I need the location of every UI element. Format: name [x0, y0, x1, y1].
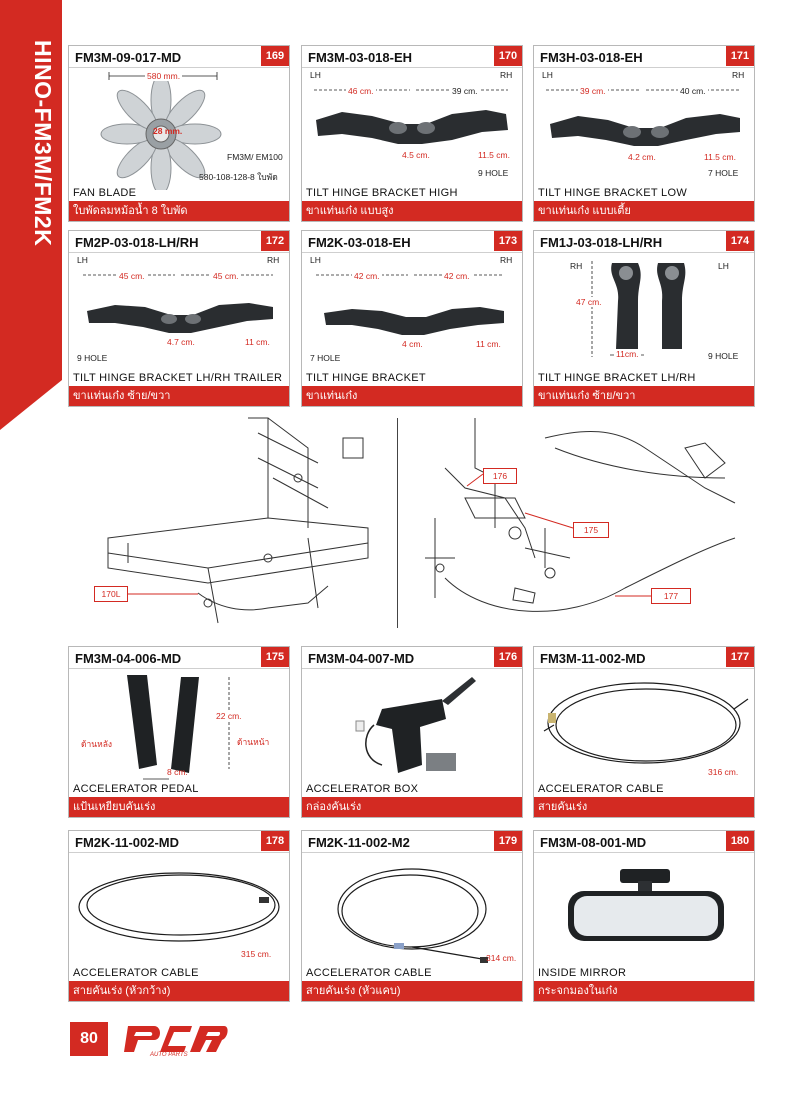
callout-176: 176	[483, 468, 517, 484]
page-number: 80	[70, 1022, 108, 1056]
side-label: LH	[310, 70, 321, 80]
item-number-badge: 176	[494, 647, 522, 667]
product-card-175[interactable]	[68, 646, 290, 818]
bracket-image	[69, 253, 289, 375]
item-number-badge: 170	[494, 46, 522, 66]
product-card-173[interactable]	[301, 230, 523, 407]
item-number-badge: 169	[261, 46, 289, 66]
item-number-badge: 178	[261, 831, 289, 851]
model-note: FM3M/ EM100	[227, 152, 283, 162]
dimension-label: 11 cm.	[245, 337, 270, 347]
hole-count: 9 HOLE	[77, 353, 108, 363]
dimension-label: 40 cm.	[680, 86, 706, 96]
dimension-label: 42 cm.	[354, 271, 380, 281]
hole-count: 9 HOLE	[708, 351, 739, 361]
callout-175: 175	[573, 522, 609, 538]
dimension-label: 314 cm.	[486, 953, 517, 963]
dimension-label: 39 cm.	[452, 86, 478, 96]
product-card-179[interactable]	[301, 830, 523, 1002]
part-name-en: ACCELERATOR BOX	[306, 783, 419, 795]
side-label: LH	[718, 261, 729, 271]
card-header	[69, 231, 289, 253]
dimension-label: 316 cm.	[708, 767, 739, 777]
part-spec-note: 580-108-128-8 ใบพัด	[199, 172, 278, 182]
part-code: FM3M-03-018-EH	[308, 50, 413, 65]
dimension-label: 45 cm.	[213, 271, 239, 281]
part-name-en: FAN BLADE	[73, 187, 137, 199]
card-header	[534, 831, 754, 853]
part-name-en: TILT HINGE BRACKET LOW	[538, 187, 688, 199]
side-label: RH	[500, 255, 513, 265]
side-label: RH	[267, 255, 280, 265]
bracket-pair-image	[534, 253, 754, 375]
side-label: LH	[77, 255, 88, 265]
side-label: RH	[500, 70, 513, 80]
product-card-180[interactable]	[533, 830, 755, 1002]
card-header	[302, 46, 522, 68]
brand-logo-sub: AUTO PARTS	[150, 1052, 188, 1058]
bracket-image	[534, 68, 754, 190]
part-name-en: TILT HINGE BRACKET	[306, 372, 426, 384]
product-card-178[interactable]	[68, 830, 290, 1002]
part-name-th: สายคันเร่ง	[534, 797, 754, 817]
product-card-174[interactable]	[533, 230, 755, 407]
dimension-label: 11 cm.	[476, 339, 501, 349]
part-code: FM2P-03-018-LH/RH	[75, 235, 199, 250]
dimension-label: 315 cm.	[241, 949, 272, 959]
dimension-label: 4.5 cm.	[402, 150, 430, 160]
dimension-label: 22 cm.	[216, 711, 242, 721]
card-header	[69, 647, 289, 669]
brand-logo	[120, 1020, 230, 1067]
part-name-th: ขาแท่นเก๋ง ซ้าย/ขวา	[69, 386, 289, 406]
back-label: ด้านหลัง	[81, 739, 113, 749]
bracket-image	[302, 253, 522, 375]
part-code: FM3M-04-007-MD	[308, 651, 415, 666]
part-name-th: ขาแท่นเก๋ง ซ้าย/ขวา	[534, 386, 754, 406]
callout-177: 177	[651, 588, 691, 604]
part-code: FM3M-11-002-MD	[540, 651, 646, 666]
part-code: FM3M-04-006-MD	[75, 651, 182, 666]
part-code: FM3M-09-017-MD	[75, 50, 182, 65]
dimension-label: 39 cm.	[580, 86, 606, 96]
dimension-label: 580 mm.	[147, 71, 181, 81]
dimension-label: 11cm.	[616, 349, 639, 359]
part-name-en: TILT HINGE BRACKET HIGH	[306, 187, 458, 199]
card-header	[69, 831, 289, 853]
item-number-badge: 175	[261, 647, 289, 667]
cab-frame-diagram	[68, 408, 388, 638]
card-header	[534, 231, 754, 253]
diagram-divider	[397, 418, 398, 628]
side-label: LH	[542, 70, 553, 80]
part-name-th: ขาแท่นเก๋ง	[302, 386, 522, 406]
part-name-en: TILT HINGE BRACKET LH/RH TRAILER	[73, 372, 283, 384]
card-header	[302, 647, 522, 669]
dimension-label: 42 cm.	[444, 271, 470, 281]
product-card-171[interactable]	[533, 45, 755, 222]
item-number-badge: 177	[726, 647, 754, 667]
part-name-th: กล่องคันเร่ง	[302, 797, 522, 817]
card-header	[534, 46, 754, 68]
product-card-170[interactable]	[301, 45, 523, 222]
part-name-en: INSIDE MIRROR	[538, 967, 627, 979]
part-name-th: แป้นเหยียบคันเร่ง	[69, 797, 289, 817]
callout-170L: 170L	[94, 586, 128, 602]
part-name-th: สายคันเร่ง (หัวกว้าง)	[69, 981, 289, 1001]
part-name-th: ใบพัดลมหม้อน้ำ 8 ใบพัด	[69, 201, 289, 221]
side-label: RH	[732, 70, 745, 80]
part-code: FM2K-11-002-M2	[308, 835, 410, 850]
accelerator-linkage-diagram	[405, 408, 755, 638]
dimension-label: 28 mm.	[153, 126, 183, 136]
item-number-badge: 179	[494, 831, 522, 851]
hole-count: 7 HOLE	[708, 168, 739, 178]
part-name-en: ACCELERATOR CABLE	[73, 967, 199, 979]
item-number-badge: 171	[726, 46, 754, 66]
part-code: FM2K-11-002-MD	[75, 835, 180, 850]
hole-count: 9 HOLE	[478, 168, 509, 178]
dimension-label: 45 cm.	[119, 271, 145, 281]
front-label: ด้านหน้า	[237, 737, 270, 747]
section-tab	[0, 0, 62, 430]
part-name-en: ACCELERATOR CABLE	[538, 783, 664, 795]
accelerator-box-image	[302, 669, 522, 787]
part-name-en: ACCELERATOR CABLE	[306, 967, 432, 979]
side-label: LH	[310, 255, 321, 265]
dimension-label: 47 cm.	[576, 297, 602, 307]
side-label: RH	[570, 261, 583, 271]
part-code: FM1J-03-018-LH/RH	[540, 235, 663, 250]
dimension-label: 4 cm.	[402, 339, 423, 349]
part-code: FM3H-03-018-EH	[540, 50, 643, 65]
pedal-image	[69, 669, 289, 787]
part-name-th: ขาแท่นเก๋ง แบบเตี้ย	[534, 201, 754, 221]
dimension-label: 4.7 cm.	[167, 337, 195, 347]
card-header	[302, 231, 522, 253]
dimension-label: 4.2 cm.	[628, 152, 656, 162]
part-name-th: ขาแท่นเก๋ง แบบสูง	[302, 201, 522, 221]
hole-count: 7 HOLE	[310, 353, 341, 363]
card-header	[534, 647, 754, 669]
product-card-172[interactable]	[68, 230, 290, 407]
item-number-badge: 172	[261, 231, 289, 251]
card-header	[69, 46, 289, 68]
dimension-label: 11.5 cm.	[478, 150, 510, 160]
dimension-label: 11.5 cm.	[704, 152, 736, 162]
card-header	[302, 831, 522, 853]
item-number-badge: 173	[494, 231, 522, 251]
part-name-en: ACCELERATOR PEDAL	[73, 783, 199, 795]
section-tab-label: HINO-FM3M/FM2K	[30, 40, 56, 247]
part-name-th: กระจกมองในเก๋ง	[534, 981, 754, 1001]
part-name-en: TILT HINGE BRACKET LH/RH	[538, 372, 696, 384]
cable-image	[302, 853, 522, 971]
cable-image	[69, 853, 289, 971]
product-card-169[interactable]	[68, 45, 290, 222]
cable-image	[534, 669, 754, 787]
item-number-badge: 174	[726, 231, 754, 251]
part-name-th: สายคันเร่ง (หัวแคบ)	[302, 981, 522, 1001]
part-code: FM3M-08-001-MD	[540, 835, 647, 850]
fan-blade-image	[69, 68, 289, 190]
product-card-177[interactable]	[533, 646, 755, 818]
product-card-176[interactable]	[301, 646, 523, 818]
dimension-label: 8 cm.	[167, 767, 188, 777]
mirror-image	[534, 853, 754, 971]
dimension-label: 46 cm.	[348, 86, 374, 96]
part-code: FM2K-03-018-EH	[308, 235, 411, 250]
bracket-image	[302, 68, 522, 190]
item-number-badge: 180	[726, 831, 754, 851]
